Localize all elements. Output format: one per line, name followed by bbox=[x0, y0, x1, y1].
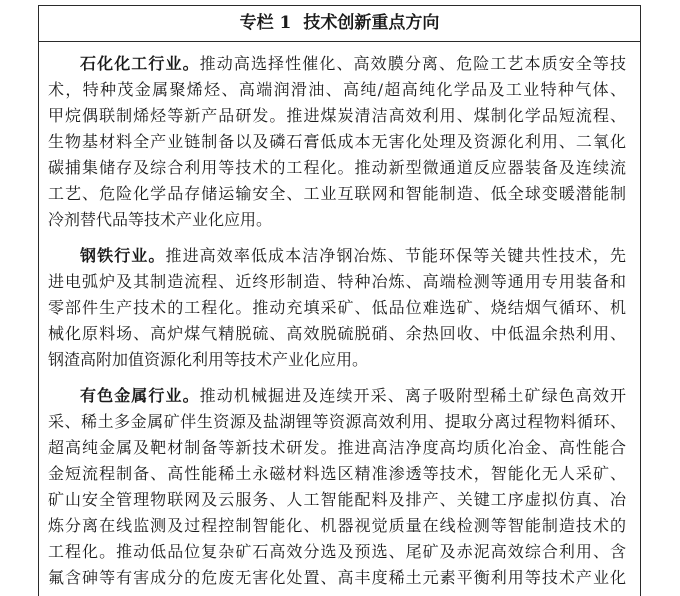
column-label: 专栏 1 bbox=[239, 13, 292, 33]
section-petrochemical bbox=[48, 51, 626, 233]
text-line: 术，特种茂金属聚烯烃、高端润滑油、高纯/超高纯化学品及工业特种气体、 bbox=[48, 80, 626, 99]
text-line: 矿山安全管理物联网及云服务、人工智能配料及排产、关键工序虚拟仿真、冶 bbox=[48, 490, 626, 509]
text-line: 生物基材料全产业链制备以及磷石膏低成本无害化处理及资源化利用、二氧化 bbox=[48, 132, 626, 151]
text-line bbox=[48, 243, 626, 269]
column-title-text: 技术创新重点方向 bbox=[303, 13, 440, 33]
text-line: 氟含砷等有害成分的危废无害化处置、高丰度稀土元素平衡利用等技术产业化 bbox=[48, 568, 626, 587]
section-heading: 有色金属行业。 bbox=[80, 386, 200, 405]
column-title bbox=[39, 6, 640, 42]
text-line: 金短流程制备、高性能稀土永磁材料选区精准渗透等技术，智能化无人采矿、 bbox=[48, 464, 626, 483]
text-line: 工程化。推动低品位复杂矿石高效分选及预选、尾矿及赤泥高效综合利用、含 bbox=[48, 542, 626, 561]
section-heading: 石化化工行业。 bbox=[80, 54, 200, 73]
text-line: 碳捕集储存及综合利用等技术的工程化。推动新型微通道反应器装备及连续流 bbox=[48, 158, 626, 177]
line-text: 推进高效率低成本洁净钢冶炼、节能环保等关键共性技术，先 bbox=[165, 246, 626, 265]
text-line: 钢渣高附加值资源化利用等技术产业化应用。 bbox=[48, 350, 369, 369]
text-line bbox=[48, 51, 626, 77]
text-line: 冷剂替代品等技术产业化应用。 bbox=[48, 210, 273, 229]
line-text: 推动机械掘进及连续开采、离子吸附型稀土矿绿色高效开 bbox=[199, 386, 626, 405]
text-line: 甲烷偶联制烯烃等新产品研发。推进煤炭清洁高效利用、煤制化学品短流程、 bbox=[48, 106, 626, 125]
text-line: 炼分离在线监测及过程控制智能化、机器视觉质量在线检测等智能制造技术的 bbox=[48, 516, 626, 535]
text-line: 械化原料场、高炉煤气精脱硫、高效脱硫脱硝、余热回收、中低温余热利用、 bbox=[48, 324, 626, 343]
column-box bbox=[38, 5, 641, 596]
text-line: 采、稀土多金属矿伴生资源及盐湖锂等资源高效利用、提取分离过程物料循环、 bbox=[48, 412, 626, 431]
text-line: 工艺、危险化学品存储运输安全、工业互联网和智能制造、低全球变暖潜能制 bbox=[48, 184, 626, 203]
text-line: 零部件生产技术的工程化。推动充填采矿、低品位难选矿、烧结烟气循环、机 bbox=[48, 298, 626, 317]
section-heading: 钢铁行业。 bbox=[80, 246, 166, 265]
section-steel bbox=[48, 243, 626, 373]
column-body bbox=[39, 42, 640, 591]
text-line: 进电弧炉及其制造流程、近终形制造、特种冶炼、高端检测等通用专用装备和 bbox=[48, 272, 626, 291]
text-line bbox=[48, 383, 626, 409]
line-text: 推动高选择性催化、高效膜分离、危险工艺本质安全等技 bbox=[199, 54, 626, 73]
text-line: 超高纯金属及靶材制备等新技术研发。推进高洁净度高均质化冶金、高性能合 bbox=[48, 438, 626, 457]
section-nonferrous bbox=[48, 383, 626, 591]
